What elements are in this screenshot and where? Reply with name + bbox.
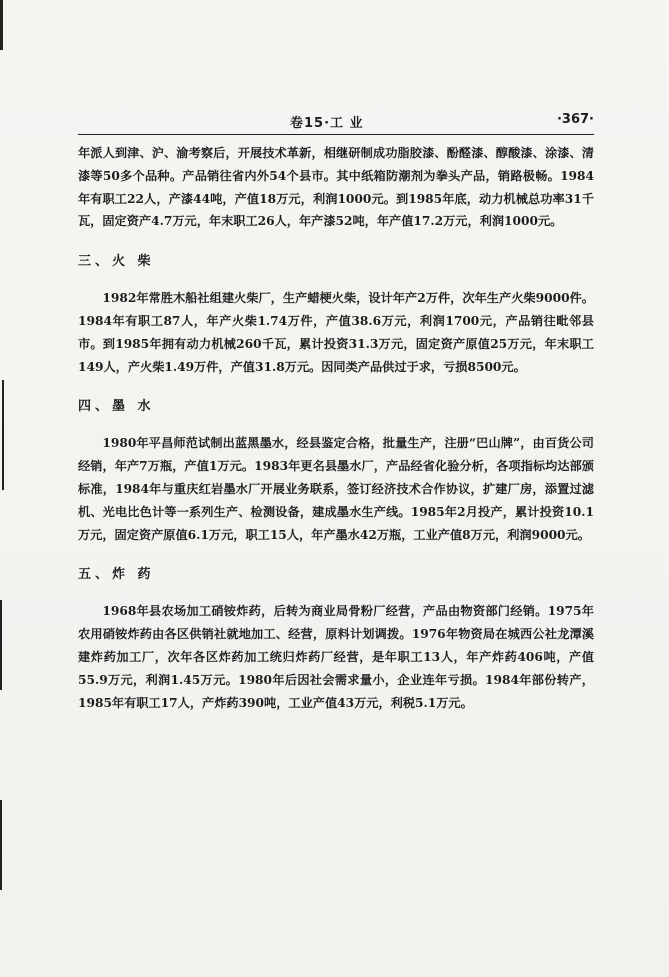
scan-edge-mark [0, 600, 2, 690]
section-heading-explosives: 五、炸 药 [78, 567, 155, 583]
chapter-title: 卷15·工 业 [290, 116, 364, 131]
scan-edge-mark [0, 800, 2, 890]
section-heading-ink: 四、墨 水 [78, 399, 155, 415]
section-paragraph-ink: 1980年平昌师范试制出蓝黑墨水，经县鉴定合格，批量生产，注册“巴山牌”，由百货公司经销，年产7万瓶，产值1万元。1983年更名县墨水厂，产品经省化验分析，各项指标均达部颁标准，1984年与重庆红岩墨水厂开展业务联系，签订经济技术合作协议，扩建厂房，添置过滤机、光电比色计等一系列生产、检测设备，建成墨水生产线。1985年2月投产，累计投资10.1万元，固定资产原值6.1万元，职工15人，年产墨水42万瓶，工业产值8万元，利润9000元。 [78, 436, 594, 542]
continuation-paragraph: 年派人到津、沪、渝考察后，开展技术革新，相继研制成功脂胶漆、酚醛漆、醇酸漆、涂漆、清漆等50多个品种。产品销往省内外54个县市。其中纸箱防潮剂为拳头产品，销路极畅。1984年有职工22人，产漆44吨，产值18万元，利润1000元。到1985年底，动力机械总功率31千瓦，固定资产4.7万元，年末职工26人，年产漆52吨，年产值17.2万元，利润1000元。 [78, 146, 594, 229]
section-paragraph-matches: 1982年常胜木船社组建火柴厂，生产蜡梗火柴，设计年产2万件，次年生产火柴9000件。1984年有职工87人，年产火柴1.74万件，产值38.6万元，利润1700元，产品销往毗邻县市。到1985年拥有动力机械260千瓦，累计投资31.3万元，固定资产原值25万元，年末职工149人，产火柴1.49万件，产值31.8万元。因同类产品供过于求，亏损8500元。 [78, 291, 594, 374]
section-heading-matches: 三、火 柴 [78, 254, 155, 270]
scan-edge-mark [0, 0, 3, 50]
running-header [78, 112, 594, 135]
body-text [78, 142, 594, 714]
section-paragraph-explosives: 1968年县农场加工硝铵炸药，后转为商业局骨粉厂经营，产品由物资部门经销。1975年农用硝铵炸药由各区供销社就地加工、经营，原料计划调拨。1976年物资局在城西公社龙潭溪建炸药加工厂，次年各区炸药加工统归炸药厂经营，是年职工13人，年产炸药406吨，产值55.9万元，利润1.45万元。1980年后因社会需求量小，企业连年亏损。1984年部份转产，1985年有职工17人，产炸药390吨，工业产值43万元，利税5.1万元。 [78, 604, 594, 710]
scan-edge-mark [2, 380, 4, 490]
page-number: ·367· [556, 112, 594, 127]
